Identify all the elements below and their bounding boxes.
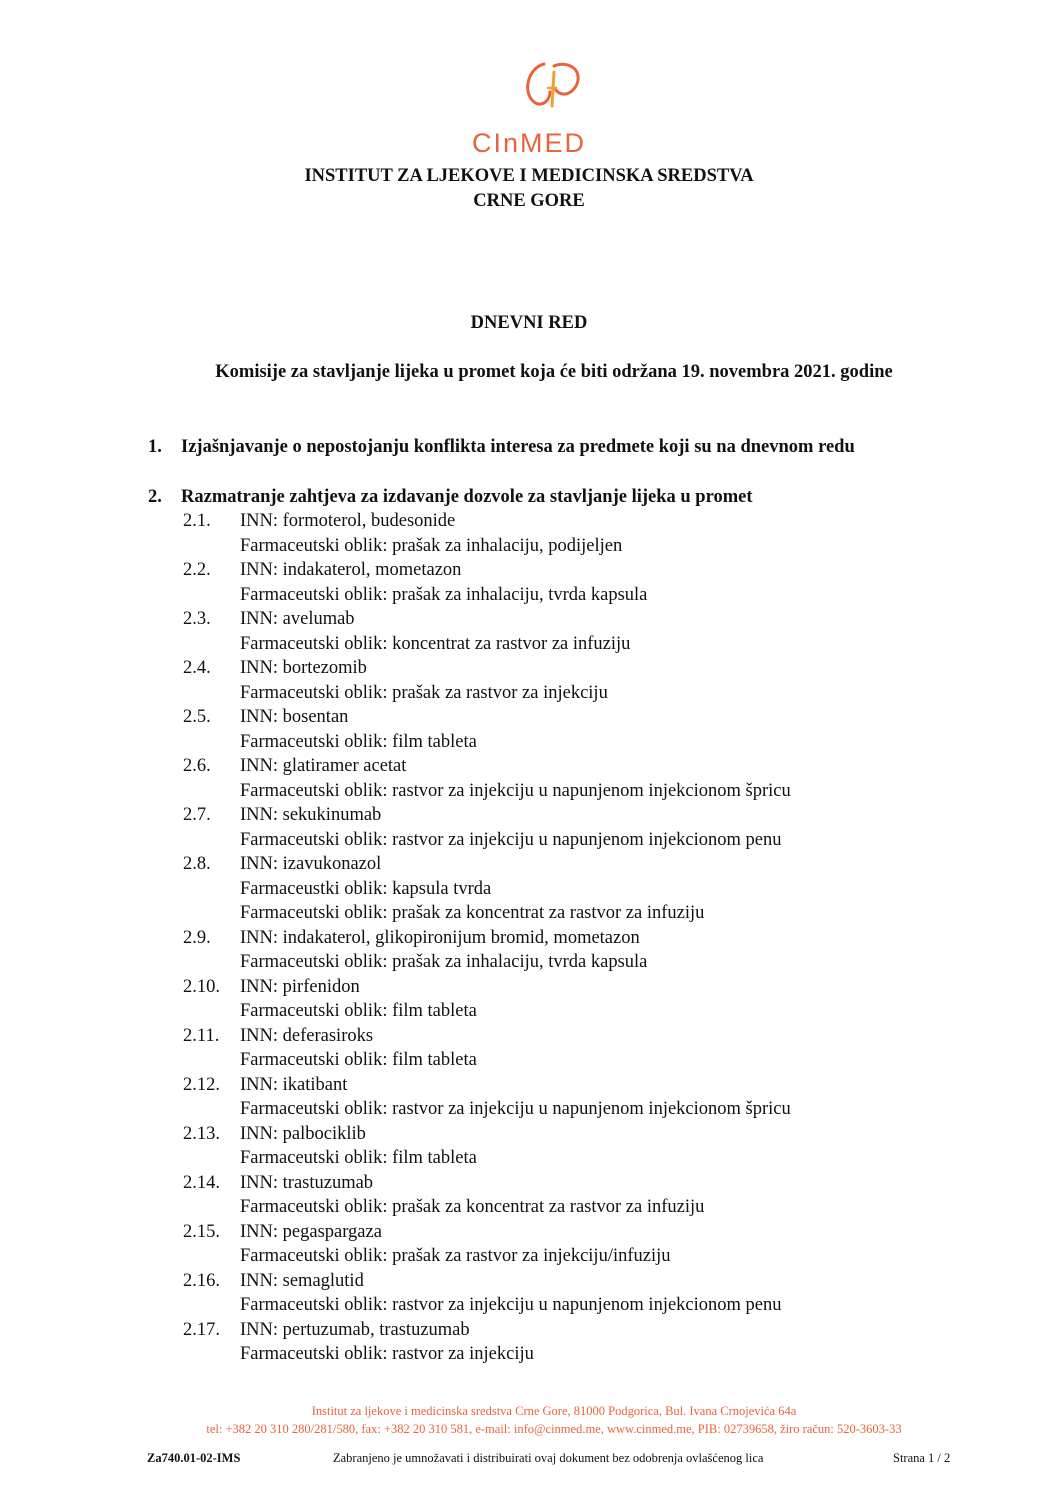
subitem-line-text: Farmaceutski oblik: rastvor za injekciju u napunjenom injekcionom špricu	[240, 780, 791, 801]
subitem-number: 2.2.	[183, 560, 211, 580]
agenda-item-number: 1.	[148, 437, 162, 457]
subitem-line-text: Farmaceutski oblik: film tableta	[240, 1050, 477, 1070]
subitem-number: 2.8.	[183, 854, 211, 874]
subitem-line-text: Farmaceutski oblik: prašak za inhalaciju, tvrda kapsula	[240, 952, 648, 972]
subitem-line-text: Farmaceutski oblik: rastvor za injekciju u napunjenom injekcionom špricu	[240, 1099, 791, 1119]
subitem-line-text: Farmaceutski oblik: film tableta	[240, 1001, 477, 1021]
institute-name-line1: INSTITUT ZA LJEKOVE I MEDICINSKA SREDSTVA	[304, 166, 754, 186]
copyright-notice: Zabranjeno je umnožavati i distribuirati ovaj dokument bez odobrenja ovlašćenog lica	[333, 1451, 764, 1465]
document-subtitle: Komisije za stavljanje lijeka u promet koja će biti održana 19. novembra 2021. godine	[215, 362, 893, 382]
subitem-line-text: Farmaceutski oblik: rastvor za injekciju	[240, 1344, 534, 1364]
subitem-number: 2.10.	[183, 976, 220, 997]
cinmed-logo-icon	[520, 58, 590, 113]
subitem-number: 2.16.	[183, 1270, 220, 1291]
subitem-number: 2.11.	[183, 1025, 220, 1046]
subitem-line-text: INN: palbociklib	[240, 1123, 366, 1144]
agenda-item-text: Razmatranje zahtjeva za izdavanje dozvole za stavljanje lijeka u promet	[181, 487, 753, 507]
footer-contacts: tel: +382 20 310 280/281/580, fax: +382 20 310 581, e-mail: info@cinmed.me, www.cinmed.me, PIB: 02739658, žiro račun: 520-3603-33	[206, 1422, 902, 1436]
subitem-line-text: INN: semaglutid	[240, 1270, 364, 1291]
subitem-line-text: INN: indakaterol, glikopironijum bromid, mometazon	[240, 927, 640, 948]
subitem-number: 2.4.	[183, 658, 211, 678]
subitem-line-text: INN: deferasiroks	[240, 1025, 374, 1046]
subitem-line-text: Farmaceutski oblik: film tableta	[240, 1148, 477, 1168]
subitem-line-text: INN: indakaterol, mometazon	[240, 560, 462, 580]
subitem-line-text: INN: sekukinumab	[240, 805, 382, 825]
subitem-line-text: Farmaceustki oblik: kapsula tvrda	[240, 878, 492, 899]
subitem-number: 2.1.	[183, 511, 211, 531]
subitem-number: 2.9.	[183, 927, 211, 948]
subitem-number: 2.6.	[183, 756, 211, 776]
subitem-line-text: INN: avelumab	[240, 609, 355, 629]
subitem-number: 2.14.	[183, 1172, 220, 1193]
subitem-line-text: Farmaceutski oblik: film tableta	[240, 731, 477, 752]
subitem-line-text: INN: bosentan	[240, 707, 349, 727]
logo-text: CInMED	[471, 128, 586, 158]
subitem-line-text: INN: formoterol, budesonide	[240, 511, 456, 531]
subitem-line-text: Farmaceutski oblik: prašak za koncentrat za rastvor za infuziju	[240, 1197, 705, 1217]
subitem-line-text: Farmaceutski oblik: rastvor za injekciju u napunjenom injekcionom penu	[240, 1295, 782, 1315]
agenda-item-text: Izjašnjavanje o nepostojanju konflikta interesa za predmete koji su na dnevnom redu	[181, 437, 855, 457]
subitem-number: 2.15.	[183, 1221, 220, 1242]
subitem-line-text: Farmaceutski oblik: prašak za rastvor za injekciju	[240, 682, 608, 703]
subitem-line-text: INN: glatiramer acetat	[240, 756, 407, 776]
subitem-line-text: Farmaceutski oblik: prašak za inhalaciju, podijeljen	[240, 535, 623, 556]
document-code: Za740.01-02-IMS	[147, 1451, 241, 1465]
subitem-line-text: INN: pegaspargaza	[240, 1221, 382, 1242]
subitem-line-text: Farmaceutski oblik: prašak za inhalaciju, tvrda kapsula	[240, 584, 648, 605]
agenda-item-number: 2.	[148, 487, 162, 507]
subitem-line-text: INN: bortezomib	[240, 658, 367, 678]
subitem-line-text: INN: izavukonazol	[240, 854, 382, 874]
subitem-line-text: Farmaceutski oblik: prašak za koncentrat za rastvor za infuziju	[240, 903, 705, 923]
institute-name-line2: CRNE GORE	[473, 191, 585, 211]
subitem-line-text: INN: pirfenidon	[240, 976, 360, 997]
subitem-line-text: INN: trastuzumab	[240, 1172, 374, 1193]
document-title: DNEVNI RED	[470, 313, 588, 333]
subitem-line-text: INN: pertuzumab, trastuzumab	[240, 1319, 470, 1340]
page-number: Strana 1 / 2	[893, 1451, 951, 1465]
footer-address: Institut za ljekove i medicinska sredstva Crne Gore, 81000 Podgorica, Bul. Ivana Crnojevića 64a	[311, 1404, 797, 1418]
subitem-line-text: Farmaceutski oblik: koncentrat za rastvor za infuziju	[240, 633, 631, 654]
subitem-line-text: Farmaceutski oblik: prašak za rastvor za injekciju/infuziju	[240, 1246, 671, 1266]
subitem-number: 2.5.	[183, 707, 211, 727]
subitem-number: 2.13.	[183, 1123, 220, 1144]
subitem-number: 2.3.	[183, 609, 211, 629]
subitem-line-text: INN: ikatibant	[240, 1074, 348, 1095]
subitem-number: 2.17.	[183, 1319, 220, 1340]
subitem-number: 2.7.	[183, 805, 211, 825]
subitem-line-text: Farmaceutski oblik: rastvor za injekciju u napunjenom injekcionom penu	[240, 829, 782, 850]
subitem-number: 2.12.	[183, 1074, 220, 1095]
